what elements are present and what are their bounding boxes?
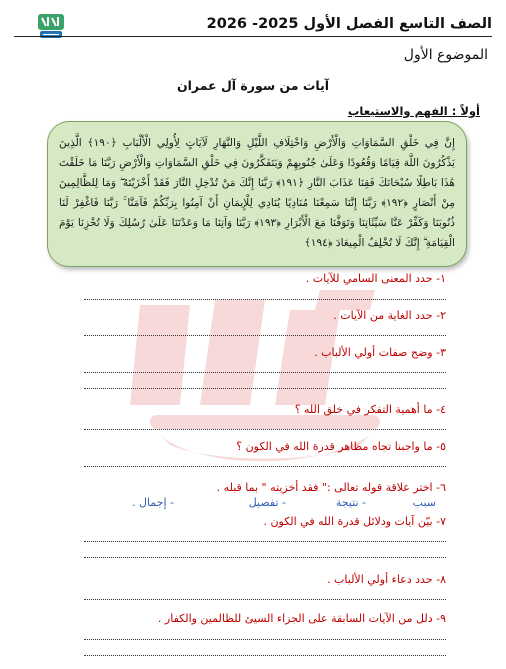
header-divider — [14, 36, 492, 37]
answer-lines-9[interactable] — [84, 624, 446, 656]
answer-line[interactable] — [84, 320, 446, 336]
section-title: أولاً : الفهم والاستيعاب — [347, 104, 480, 118]
answer-lines-8[interactable] — [84, 584, 446, 600]
answer-line[interactable] — [84, 584, 446, 600]
question-3: ٣- وضح صفات أولي الألباب . — [314, 346, 446, 359]
question-2: ٢- حدد الغاية من الآيات . — [333, 309, 446, 322]
answer-lines-4[interactable] — [84, 414, 446, 430]
question-9: ٩- دلل من الآيات السابقة على الجزاء السيئ للظالمين والكفار . — [157, 612, 446, 625]
verses-box: إِنَّ فِي خَلْقِ السَّمَاوَاتِ وَالْأَرْضِ وَاخْتِلَافِ اللَّيْلِ وَالنَّهَارِ لَآيَاتٍ لِأُولِي الْأَلْبَابِ ﴿١٩٠﴾ الَّذِينَ يَذْكُرُونَ اللَّهَ قِيَامًا وَقُعُودًا وَعَلَىٰ جُنُوبِهِمْ وَيَتَفَكَّرُونَ فِي خَلْقِ السَّمَاوَاتِ وَالْأَرْضِ رَبَّنَا مَا خَلَقْتَ هَٰذَا بَاطِلًا سُبْحَانَكَ فَقِنَا عَذَابَ النَّارِ ﴿١٩١﴾ رَبَّنَا إِنَّكَ مَنْ تُدْخِلِ النَّارَ فَقَدْ أَخْزَيْتَهُ ۖ وَمَا لِلظَّالِمِينَ مِنْ أَنْصَارٍ ﴿١٩٢﴾ رَبَّنَا إِنَّنَا سَمِعْنَا مُنَادِيًا يُنَادِي لِلْإِيمَانِ أَنْ آمِنُوا بِرَبِّكُمْ فَآمَنَّا ۚ رَبَّنَا فَاغْفِرْ لَنَا ذُنُوبَنَا وَكَفِّرْ عَنَّا سَيِّئَاتِنَا وَتَوَفَّنَا مَعَ الْأَبْرَارِ ﴿١٩٣﴾ رَبَّنَا وَآتِنَا مَا وَعَدْتَنَا عَلَىٰ رُسُلِكَ وَلَا تُخْزِنَا يَوْمَ الْقِيَامَةِ ۗ إِنَّكَ لَا تُخْلِفُ الْمِيعَادَ ﴿١٩٤﴾ — [47, 121, 467, 267]
surah-title: آيات من سورة آل عمران — [176, 78, 330, 93]
page-title: الصف التاسع الفصل الأول 2025- 2026 — [206, 16, 492, 32]
question-4: ٤- ما أهمية التفكر في خلق الله ؟ — [294, 403, 446, 416]
answer-line[interactable] — [84, 373, 446, 389]
answer-line[interactable] — [84, 284, 446, 300]
topic-heading: الموضوع الأول — [403, 47, 488, 63]
option-summary[interactable]: - إجمال . — [131, 496, 174, 509]
answer-line[interactable] — [84, 357, 446, 373]
question-1: ١- حدد المعنى السامي للآيات . — [305, 272, 446, 285]
answer-lines-1[interactable] — [84, 284, 446, 300]
options-row — [100, 496, 436, 512]
answer-line[interactable] — [84, 624, 446, 640]
question-6: ٦- اختر علاقة قوله تعالى :" فقد أخزيته " بما قبله . — [216, 481, 446, 494]
answer-line[interactable] — [84, 414, 446, 430]
question-5: ٥- ما واجبنا تجاه مظاهر قدرة الله في الكون ؟ — [236, 440, 446, 453]
option-cause[interactable]: سبب — [412, 496, 436, 509]
question-7: ٧- بيّن آيات ودلائل قدرة الله في الكون . — [263, 515, 446, 528]
option-result[interactable]: - نتيجة — [335, 496, 366, 509]
answer-lines-5[interactable] — [84, 451, 446, 467]
answer-lines-3[interactable] — [84, 357, 446, 389]
answer-line[interactable] — [84, 640, 446, 656]
option-detail[interactable]: - تفصيل — [248, 496, 286, 509]
answer-line[interactable] — [84, 526, 446, 542]
header — [14, 12, 492, 38]
answer-lines-7[interactable] — [84, 526, 446, 558]
answer-line[interactable] — [84, 451, 446, 467]
question-8: ٨- حدد دعاء أولي الألباب . — [327, 573, 446, 586]
answer-line[interactable] — [84, 542, 446, 558]
answer-lines-2[interactable] — [84, 320, 446, 336]
